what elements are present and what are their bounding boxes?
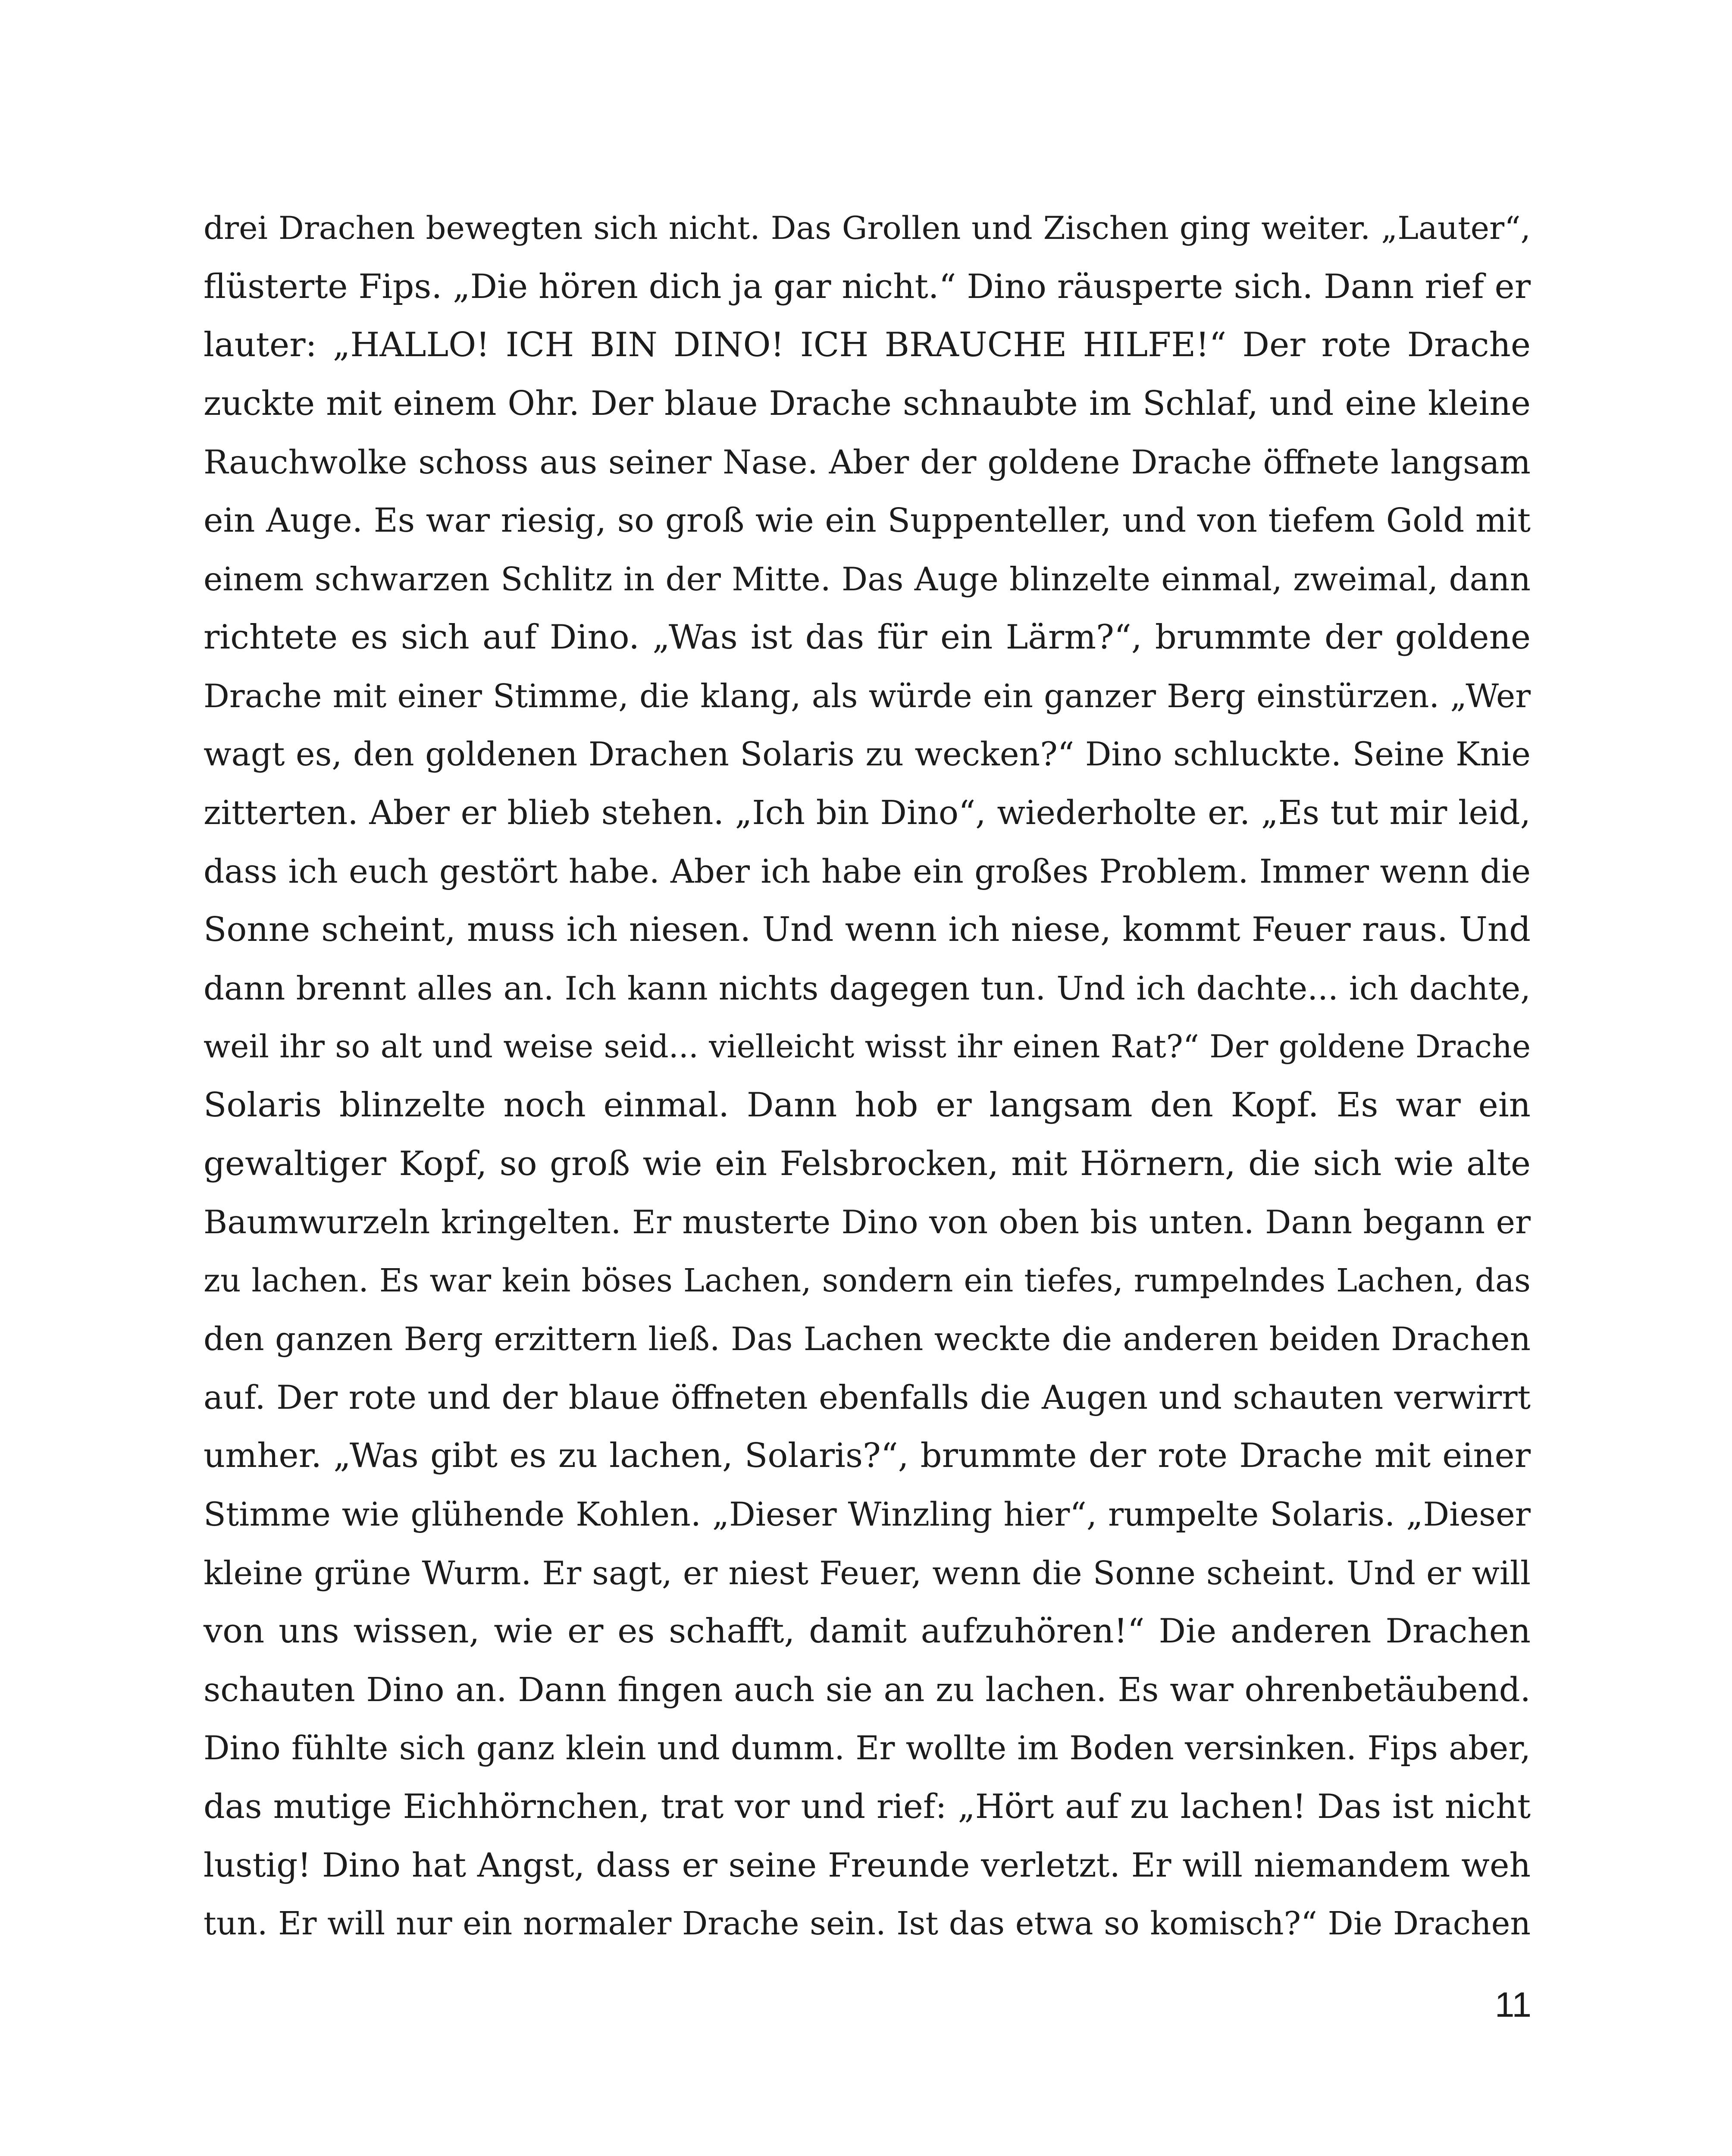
text-line: Sonne scheint, muss ich niesen. Und wenn ich niese, kommt Feuer raus. Und: [204, 910, 1531, 950]
text-line: lustig! Dino hat Angst, dass er seine Freunde verletzt. Er will niemandem weh: [204, 1846, 1531, 1885]
text-line: kleine grüne Wurm. Er sagt, er niest Feuer, wenn die Sonne scheint. Und er will: [204, 1554, 1531, 1592]
text-line: auf. Der rote und der blaue öffneten ebenfalls die Augen und schauten verwirrt: [204, 1378, 1531, 1416]
text-line: dass ich euch gestört habe. Aber ich habe ein großes Problem. Immer wenn die: [204, 852, 1531, 890]
text-line: den ganzen Berg erzittern ließ. Das Lachen weckte die anderen beiden Drachen: [204, 1320, 1531, 1358]
text-line: einem schwarzen Schlitz in der Mitte. Das Auge blinzelte einmal, zweimal, dann: [204, 560, 1531, 598]
body-text: [204, 199, 1531, 1953]
text-line: ein Auge. Es war riesig, so groß wie ein Suppenteller, und von tiefem Gold mit: [204, 501, 1531, 540]
text-line: drei Drachen bewegten sich nicht. Das Grollen und Zischen ging weiter. „Lauter“,: [204, 210, 1531, 247]
text-line: weil ihr so alt und weise seid... vielleicht wisst ihr einen Rat?“ Der goldene Drache: [204, 1028, 1531, 1065]
text-line: Solaris blinzelte noch einmal. Dann hob er langsam den Kopf. Es war ein: [204, 1085, 1531, 1125]
text-line: schauten Dino an. Dann fingen auch sie an zu lachen. Es war ohrenbetäubend.: [204, 1670, 1531, 1709]
text-line: richtete es sich auf Dino. „Was ist das für ein Lärm?“, brummte der goldene: [204, 618, 1531, 657]
text-line: zu lachen. Es war kein böses Lachen, sondern ein tiefes, rumpelndes Lachen, das: [204, 1262, 1531, 1299]
page-number: 11: [1494, 1985, 1532, 2024]
text-line: Dino fühlte sich ganz klein und dumm. Er wollte im Boden versinken. Fips aber,: [204, 1729, 1531, 1767]
text-line: zitterten. Aber er blieb stehen. „Ich bin Dino“, wiederholte er. „Es tut mir leid,: [204, 793, 1531, 832]
text-line: gewaltiger Kopf, so groß wie ein Felsbrocken, mit Hörnern, die sich wie alte: [204, 1144, 1531, 1183]
text-line: von uns wissen, wie er es schafft, damit aufzuhören!“ Die anderen Drachen: [204, 1612, 1531, 1651]
text-line: zuckte mit einem Ohr. Der blaue Drache schnaubte im Schlaf, und eine kleine: [204, 384, 1531, 423]
text-line: Baumwurzeln kringelten. Er musterte Dino von oben bis unten. Dann begann er: [204, 1203, 1531, 1241]
text-line: umher. „Was gibt es zu lachen, Solaris?“, brummte der rote Drache mit einer: [204, 1436, 1531, 1476]
text-line: Drache mit einer Stimme, die klang, als würde ein ganzer Berg einstürzen. „Wer: [204, 677, 1531, 715]
text-line: das mutige Eichhörnchen, trat vor und rief: „Hört auf zu lachen! Das ist nicht: [204, 1787, 1531, 1827]
text-line: wagt es, den goldenen Drachen Solaris zu wecken?“ Dino schluckte. Seine Knie: [204, 735, 1531, 774]
text-line: flüsterte Fips. „Die hören dich ja gar nicht.“ Dino räusperte sich. Dann rief er: [204, 267, 1531, 306]
text-line: lauter: „HALLO! ICH BIN DINO! ICH BRAUCHE HILFE!“ Der rote Drache: [204, 326, 1531, 365]
text-line: Stimme wie glühende Kohlen. „Dieser Winzling hier“, rumpelte Solaris. „Dieser: [204, 1495, 1531, 1534]
text-line: tun. Er will nur ein normaler Drache sein. Ist das etwa so komisch?“ Die Drachen: [204, 1905, 1531, 1943]
text-line: dann brennt alles an. Ich kann nichts dagegen tun. Und ich dachte... ich dachte,: [204, 969, 1531, 1007]
text-line: Rauchwolke schoss aus seiner Nase. Aber der goldene Drache öffnete langsam: [204, 443, 1531, 482]
